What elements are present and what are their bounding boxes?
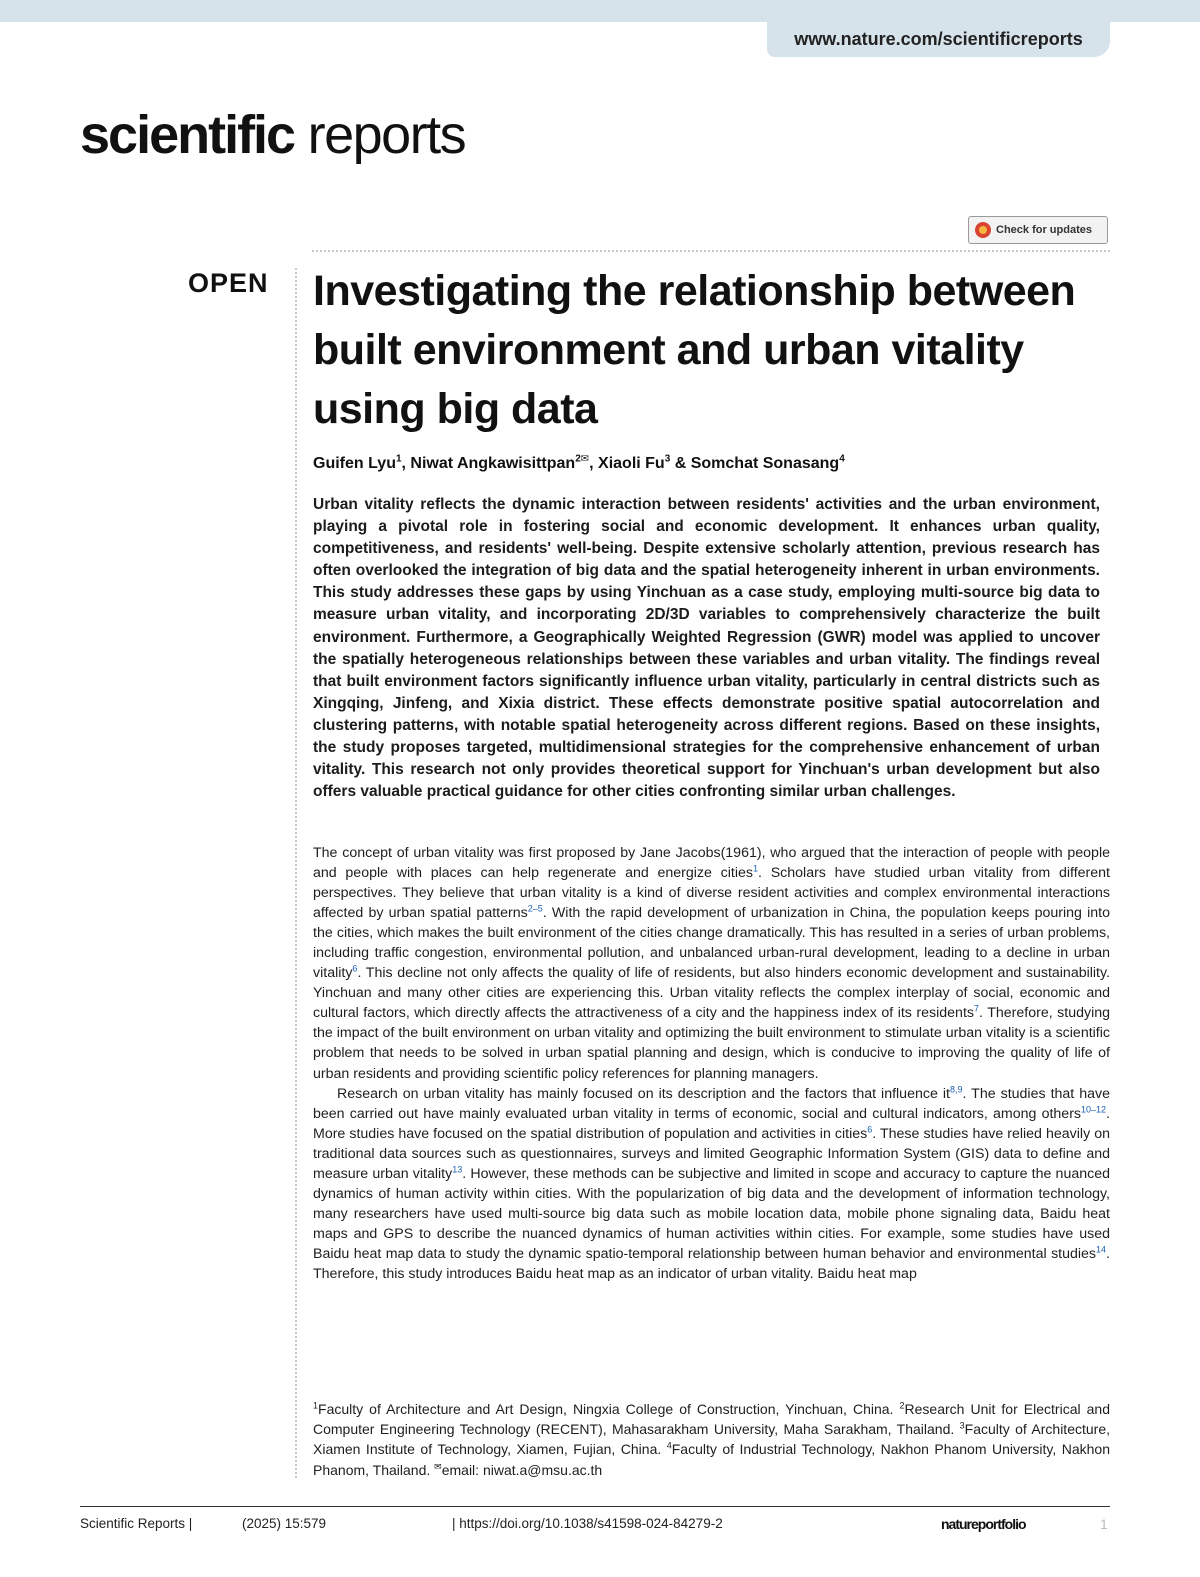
body-paragraph xyxy=(313,1084,1110,1284)
author-name[interactable]: Somchat Sonasang xyxy=(690,455,840,472)
abstract: Urban vitality reflects the dynamic interaction between residents' activities and the urban environment, playing a pivotal role in fostering social and economic development. It enhances urban quality, competitiveness, and residents' well-being. Despite extensive scholarly attention, previous research has often overlooked the integration of big data and the spatial heterogeneity inherent in urban environments. This study addresses these gaps by using Yinchuan as a case study, employing multi-source big data to measure urban vitality, and incorporating 2D/3D variables to comprehensively characterize the built environment. Furthermore, a Geographically Weighted Regression (GWR) model was applied to uncover the spatially heterogeneous relationships between these variables and urban vitality. The findings reveal that built environment factors significantly influence urban vitality, particularly in central districts such as Xingqing, Jinfeng, and Xixia district. These effects demonstrate positive spatial autocorrelation and clustering patterns, with notable spatial heterogeneity across different regions. Based on these insights, the study proposes targeted, multidimensional strategies for the comprehensive enhancement of urban vitality. This research not only provides theoretical support for Yinchuan's urban development but also offers valuable practical guidance for other cities confronting similar urban challenges. xyxy=(313,496,1100,801)
author-affiliation-marker: 2✉ xyxy=(575,453,590,465)
author-affiliation-marker: 1 xyxy=(395,453,402,465)
affiliation-marker: 3 xyxy=(959,1420,965,1431)
dotted-divider-horizontal xyxy=(312,250,1110,252)
citation-ref[interactable]: 13 xyxy=(452,1164,463,1175)
brand-bold: scientific xyxy=(80,105,295,165)
body-text-run: . The studies that have been carried out have mainly evaluated urban vitality in terms of economic, social and cultural indicators, among others xyxy=(313,1085,1111,1122)
affiliation-text: Faculty of Industrial Technology, Nakhon Phanom University, Nakhon Phanom, Thailand. xyxy=(313,1441,1110,1478)
footer-divider xyxy=(80,1506,1110,1507)
citation-ref[interactable]: 2–5 xyxy=(527,903,543,914)
body-text-run: . More studies have focused on the spatial distribution of population and activities in cities xyxy=(313,1105,1110,1142)
author-affiliation-marker: 4 xyxy=(839,453,845,465)
affiliations xyxy=(313,1399,1110,1480)
author-separator: , xyxy=(401,455,411,472)
affiliation-text: Faculty of Architecture, Xiamen Institute of Technology, Xiamen, Fujian, China. xyxy=(313,1421,1110,1458)
check-for-updates-label: Check for updates xyxy=(996,224,1092,236)
author-separator: & xyxy=(670,455,691,472)
citation-ref[interactable]: 10–12 xyxy=(1081,1103,1107,1114)
crossmark-icon xyxy=(975,222,991,238)
citation-ref[interactable]: 14 xyxy=(1096,1244,1107,1255)
body-text-run: . Scholars have studied urban vitality from different perspectives. They believe that urban vitality is a kind of diverse resident activities and complex environmental interactions affected by urban spatial patterns xyxy=(313,865,1110,922)
author-separator: , xyxy=(589,455,599,472)
top-bar xyxy=(0,0,1200,22)
journal-url[interactable]: www.nature.com/scientificreports xyxy=(767,22,1110,57)
publisher-logo: natureportfolio xyxy=(941,1516,1026,1532)
affiliation-marker: ✉ xyxy=(434,1460,442,1471)
footer-volume: (2025) 15:579 xyxy=(242,1516,327,1531)
body-text-run: . However, these methods can be subjective and limited in scope and accuracy to capture the nuanced dynamics of human activity within cities. With the popularization of big data and the development of information technology, many researchers have used multi-source big data such as mobile location data, mobile phone signaling data, Baidu heat maps and GPS to describe the nuanced dynamics of human activities within cities. For example, some studies have used Baidu heat map data to study the dynamic spatio-temporal relationship between human behavior and environmental studies xyxy=(313,1165,1110,1262)
body-text-run: The concept of urban vitality was first proposed by Jane Jacobs(1961), who argued that the interaction of people with people and people with places can help regenerate and energize cities xyxy=(313,845,1110,882)
journal-brand xyxy=(80,104,465,166)
affiliation-marker: 2 xyxy=(899,1400,905,1411)
body-text-run: . These studies have relied heavily on traditional data sources such as questionnaires, surveys and limited Geographic Information System (GIS) data to define and measure urban vitality xyxy=(313,1125,1110,1182)
affiliation-text: Faculty of Architecture and Art Design, Ningxia College of Construction, Yinchuan, China. xyxy=(318,1401,900,1417)
body-text xyxy=(313,843,1110,1284)
body-text-run: . Therefore, studying the impact of the built environment on urban vitality and optimizing the built environment to stimulate urban vitality is a scientific problem that needs to be solved in urban spatial planning and design, which is conducive to improving the quality of life of urban residents and providing scientific policy references for planning managers. xyxy=(313,1005,1110,1082)
author-list xyxy=(313,452,1110,476)
citation-ref[interactable]: 6 xyxy=(352,963,358,974)
body-text-run: Research on urban vitality has mainly focused on its description and the factors that influence it xyxy=(337,1085,950,1102)
citation-ref[interactable]: 1 xyxy=(753,863,759,874)
affiliation-text[interactable]: email: niwat.a@msu.ac.th xyxy=(441,1461,603,1478)
footer-doi-link[interactable]: | https://doi.org/10.1038/s41598-024-84279-2 xyxy=(452,1516,723,1531)
dotted-divider-vertical xyxy=(295,268,297,1478)
body-text-run: . This decline not only affects the quality of life of residents, but also hinders economic development and sustainability. Yinchuan and many other cities are experiencing this. Urban vitality reflects the complex interplay of social, economic and cultural factors, which directly affects the attractiveness of a city and the happiness index of its residents xyxy=(313,965,1110,1022)
article-title: Investigating the relationship between built environment and urban vitality using big data xyxy=(313,267,1076,433)
body-text-run: . With the rapid development of urbanization in China, the population keeps pouring into the cities, which makes the built environment of the cities change dramatically. This has resulted in a series of urban problems, including traffic congestion, environmental pollution, and unbalanced urban-rural development, leading to a decline in urban vitality xyxy=(313,905,1111,982)
author-name[interactable]: Niwat Angkawisittpan xyxy=(410,455,576,472)
footer-journal: Scientific Reports | xyxy=(80,1516,193,1531)
open-access-label: OPEN xyxy=(188,268,269,298)
affiliation-marker: 4 xyxy=(666,1440,672,1451)
affiliation-marker: 1 xyxy=(313,1400,319,1411)
author-affiliation-marker: 3 xyxy=(664,453,671,465)
citation-ref[interactable]: 8,9 xyxy=(949,1083,963,1094)
citation-ref[interactable]: 6 xyxy=(867,1123,873,1134)
check-for-updates-button[interactable] xyxy=(968,216,1108,244)
brand-light: reports xyxy=(307,105,466,165)
citation-ref[interactable]: 7 xyxy=(973,1003,979,1014)
body-paragraph xyxy=(313,843,1110,1084)
affiliation-text: Research Unit for Electrical and Computer Engineering Technology (RECENT), Mahasarakham University, Maha Sarakham, Thailand. xyxy=(313,1401,1110,1438)
author-name[interactable]: Guifen Lyu xyxy=(313,455,396,472)
body-text-run: . Therefore, this study introduces Baidu heat map as an indicator of urban vitality. Baidu heat map xyxy=(313,1245,1110,1282)
author-name[interactable]: Xiaoli Fu xyxy=(598,455,665,472)
page-number: 1 xyxy=(1100,1516,1108,1532)
